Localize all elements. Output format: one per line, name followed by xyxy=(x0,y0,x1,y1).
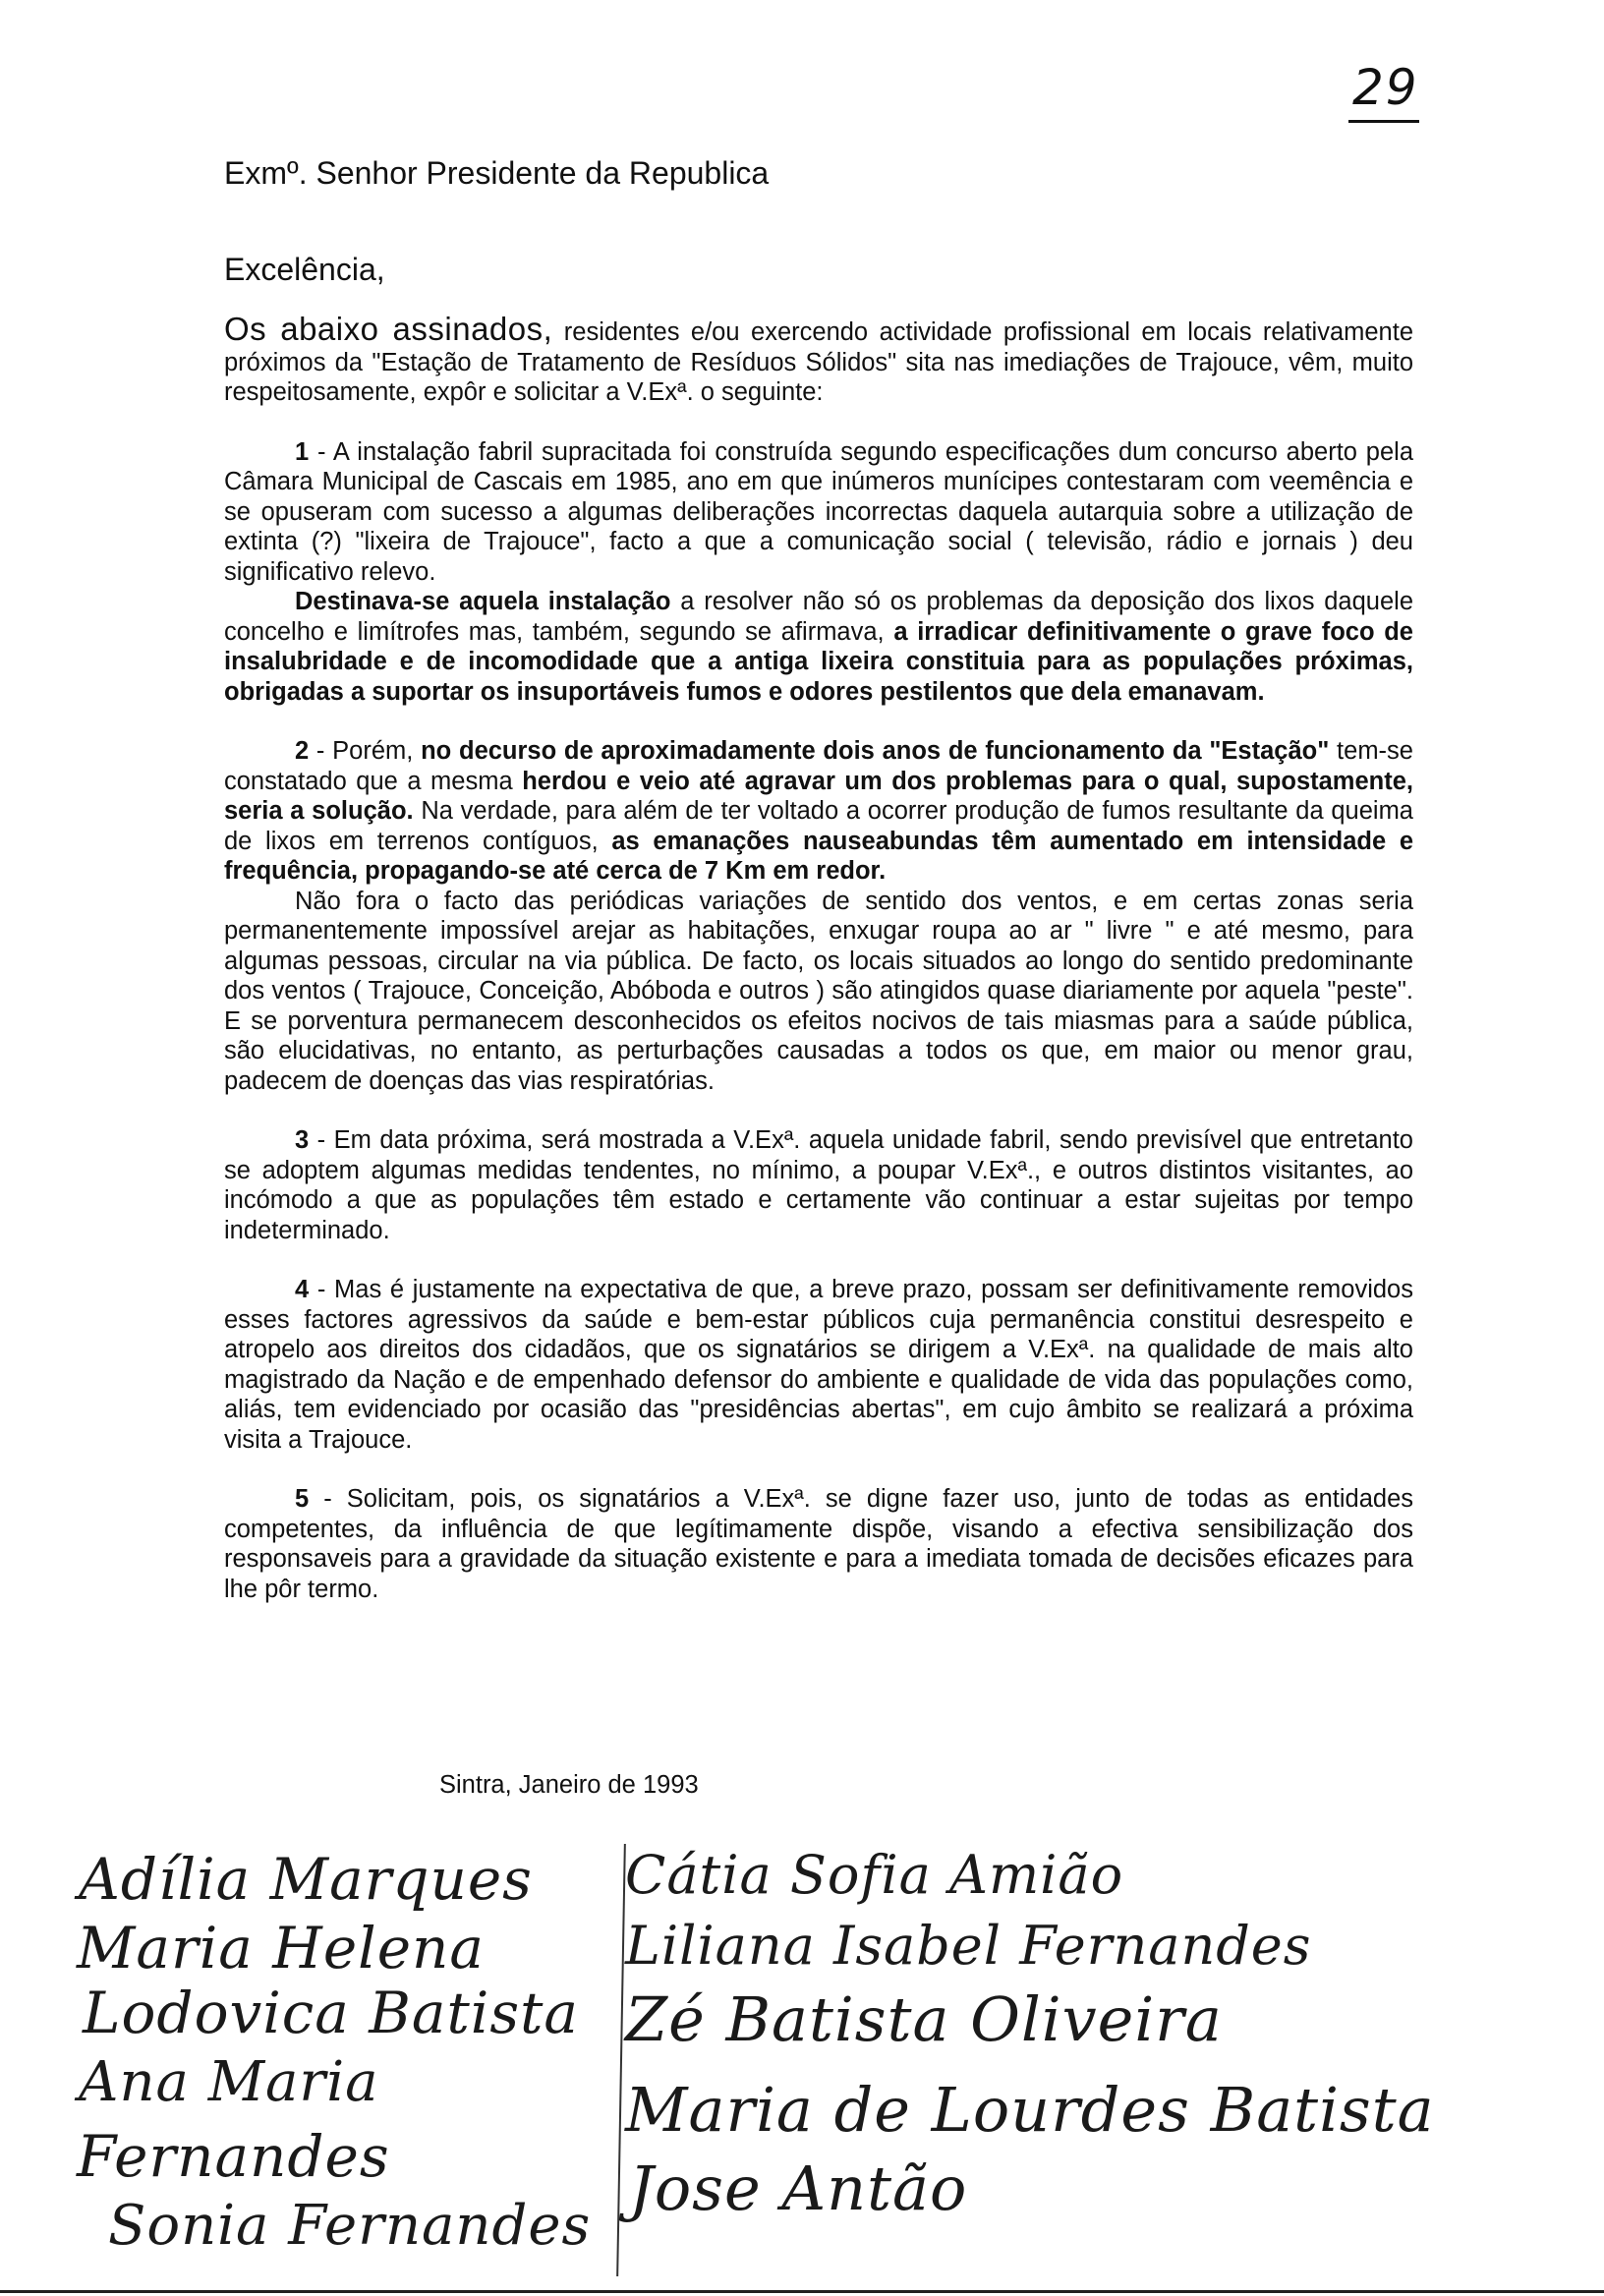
signature: Lodovica Batista xyxy=(83,1980,580,2046)
item-1-number: 1 xyxy=(295,437,310,466)
item-2-number: 2 xyxy=(295,737,310,765)
signature: Fernandes xyxy=(77,2123,390,2190)
intro-lead: Os abaixo assinados, xyxy=(224,311,553,347)
page-number-underline xyxy=(1348,120,1419,123)
signature: Maria de Lourdes Batista xyxy=(625,2074,1435,2146)
item-2-text-2: tem-se constatado que a mesma xyxy=(224,737,1413,795)
item-2-bold-2: herdou e veio até agravar um dos problemas para o qual, supostamente, seria a solução. xyxy=(224,767,1413,825)
signature: Liliana Isabel Fernandes xyxy=(625,1915,1312,1977)
addressee: Exmº. Senhor Presidente da Republica xyxy=(224,155,770,191)
signature-column-divider xyxy=(616,1844,626,2276)
page-number: 29 xyxy=(1352,59,1419,116)
item-3-paragraph xyxy=(224,1125,1413,1245)
greeting: Excelência, xyxy=(224,252,385,287)
intro-paragraph xyxy=(224,311,1414,408)
letter-body xyxy=(224,311,1414,1604)
item-1-text: - A instalação fabril supracitada foi construída segundo especificações dum concurso aberto pela Câmara Municipal de Cascais em 1985, ano em que inúmeros munícipes contestaram com veemência e se opuseram com sucesso a algumas deliberações incorrectas daquela autarquia sobre a utilização de extinta (?) "lixeira de Trajouce", facto a que a comunicação social ( televisão, rádio e jornais ) deu significativo relevo. xyxy=(224,437,1413,586)
item-1-paragraph-2 xyxy=(224,587,1413,707)
signature: Ana Maria xyxy=(79,2050,379,2114)
item-2-bold-3: as emanações nauseabundas têm aumentado em intensidade e frequência, propagando-se até cerca de 7 Km em redor. xyxy=(224,827,1413,885)
item-1-text-2: a resolver não só os problemas da deposição dos lixos daquele concelho e limítrofes mas, também, segundo se afirmava, xyxy=(224,588,1414,646)
intro-text: residentes e/ou exercendo actividade profissional em locais relativamente próximos da "Estação de Tratamento de Resíduos Sólidos" sita nas imediações de Trajouce, vêm, muito respeitosamente, expôr e solicitar a V.Exª. o seguinte: xyxy=(224,318,1414,406)
signature: Sonia Fernandes xyxy=(108,2194,592,2258)
place-and-date: Sintra, Janeiro de 1993 xyxy=(439,1771,699,1799)
item-2-text-3: Na verdade, para além de ter voltado a ocorrer produção de fumos resultante da queima de lixos em terrenos contíguos, xyxy=(224,797,1413,855)
item-4-paragraph xyxy=(224,1275,1413,1455)
item-2-paragraph-2: Não fora o facto das periódicas variações de sentido dos ventos, e em certas zonas seria permanentemente impossível arejar as habitações, enxugar roupa ao ar " livre " e até mesmo, para algumas pessoas, circular na via pública. De facto, os locais situados ao longo do sentido predominante dos ventos ( Trajouce, Conceição, Abóboda e outros ) são atingidos quase diariamente por aquela "peste". E se porventura permanecem desconhecidos os efeitos nocivos de tais miasmas para a saúde pública, são elucidativas, no entanto, as perturbações causadas a todos os que, em maior ou menor grau, padecem de doenças das vias respiratórias. xyxy=(224,887,1413,1095)
item-2-text-1: - Porém, xyxy=(309,737,422,765)
item-1-bold-2: a irradicar definitivamente o grave foco de insalubridade e de incomodidade que a antiga lixeira constituia para as populações próximas, obrigadas a suportar os insuportáveis fumos e odores pestilentos que dela emanavam. xyxy=(224,617,1413,706)
signature: Cátia Sofia Amião xyxy=(625,1844,1124,1906)
item-5-text: - Solicitam, pois, os signatários a V.Exª. se digne fazer uso, junto de todas as entidades competentes, da influência de que legítimamente dispõe, visando a efectiva sensibilização dos responsaveis para a gravidade da situação existente e para a imediata tomada de decisões eficazes para lhe pôr termo. xyxy=(224,1485,1413,1603)
item-1-bold-1: Destinava-se aquela instalação xyxy=(295,588,671,615)
item-3-number: 3 xyxy=(295,1126,310,1154)
item-3-text: - Em data próxima, será mostrada a V.Exª. aquela unidade fabril, sendo previsível que entretanto se adoptem algumas medidas tendentes, no mínimo, a poupar V.Exª., e outros distintos visitantes, ao incómodo a que as populações têm estado e certamente vão continuar a estar sujeitas por tempo indeterminado. xyxy=(224,1126,1413,1244)
signature: Jose Antão xyxy=(629,2152,968,2224)
signature: Maria Helena xyxy=(77,1915,485,1981)
item-4-number: 4 xyxy=(295,1276,310,1303)
item-5-paragraph xyxy=(224,1484,1413,1604)
bottom-rule xyxy=(0,2290,1604,2293)
signature: Zé Batista Oliveira xyxy=(625,1983,1223,2055)
item-2-paragraph xyxy=(224,736,1413,887)
item-5-number: 5 xyxy=(295,1485,310,1513)
item-4-text: - Mas é justamente na expectativa de que, a breve prazo, possam ser definitivamente removidos esses factores agressivos da saúde e bem-estar públicos cuja permanência constitui desrespeito e atropelo aos direitos dos cidadãos, que os signatários se dirigem a V.Exª. na qualidade de mais alto magistrado da Nação e de empenhado defensor do ambiente e qualidade de vida das populações como, aliás, tem evidenciado por ocasião das "presidências abertas", em cujo âmbito se realizará a próxima visita a Trajouce. xyxy=(224,1276,1413,1454)
item-1-paragraph xyxy=(224,437,1413,588)
item-2-bold-1: no decurso de aproximadamente dois anos de funcionamento da "Estação" xyxy=(421,737,1330,765)
signature: Adília Marques xyxy=(79,1846,533,1913)
